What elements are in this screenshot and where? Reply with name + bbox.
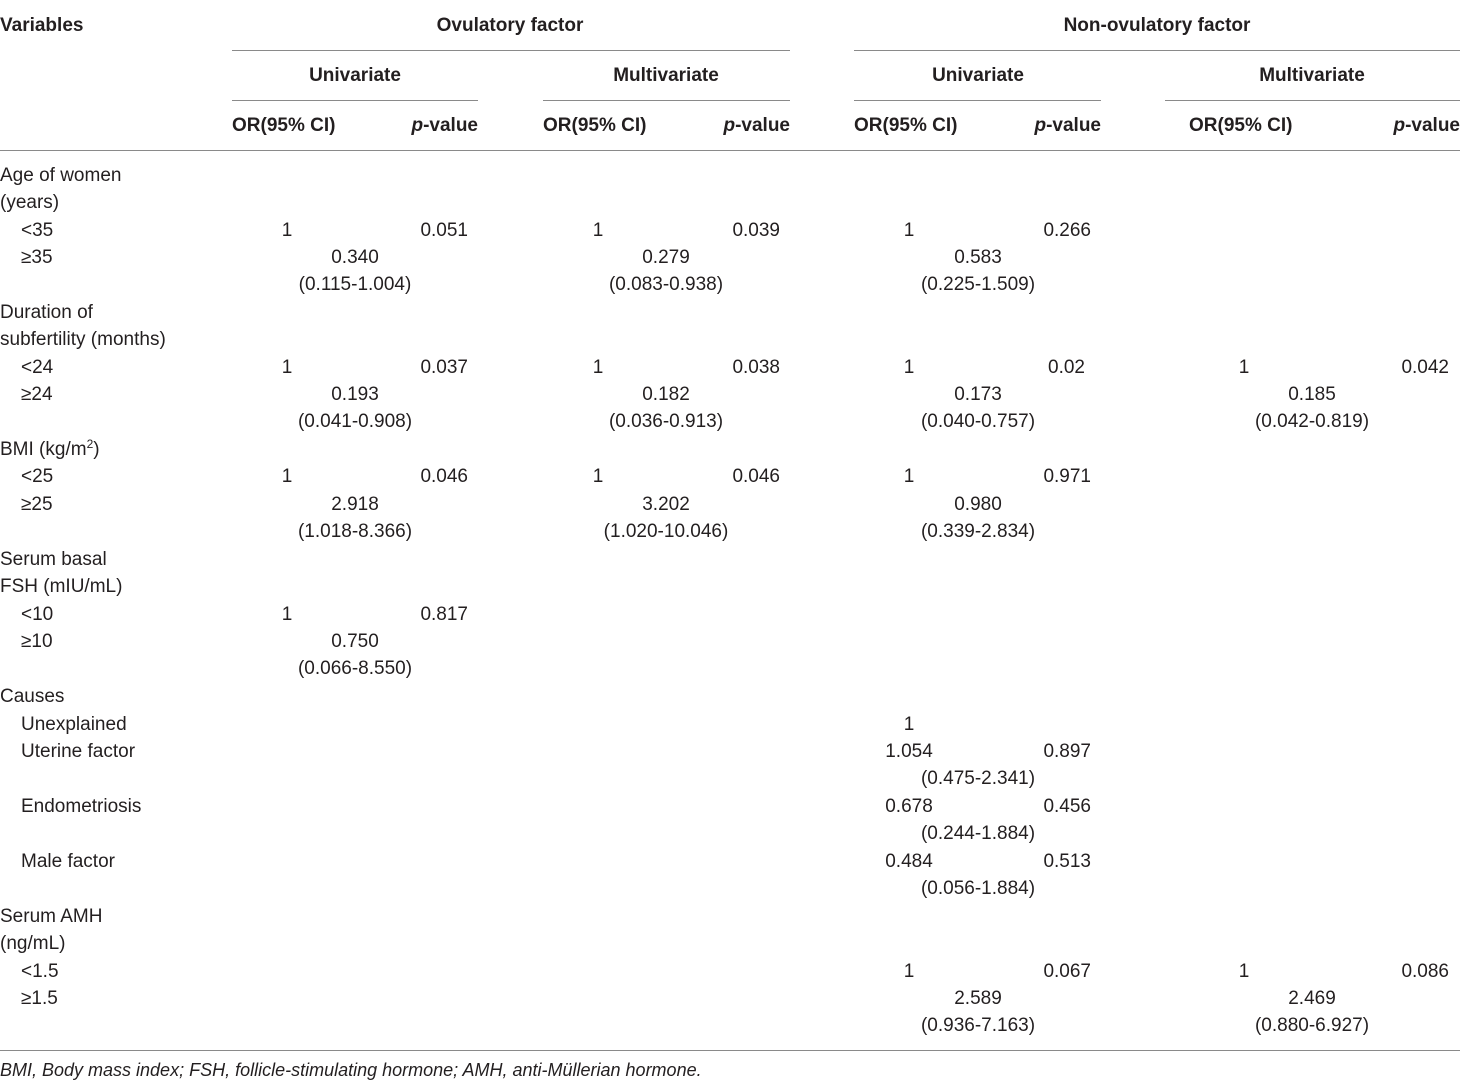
age-ov-uni-ci: (0.115-1.004) bbox=[298, 274, 412, 295]
header-or-ci: OR(95% CI) bbox=[232, 115, 336, 136]
header-variables: Variables bbox=[0, 15, 84, 36]
age-lt-label: <35 bbox=[21, 220, 54, 241]
header-p-value: p-value bbox=[411, 115, 478, 136]
fsh-ov-uni-or: 0.750 bbox=[331, 631, 379, 652]
bmi-ov-multi-p: 0.046 bbox=[732, 466, 780, 487]
amh-non-uni-ref: 1 bbox=[903, 961, 915, 982]
causes-uterine-label: Uterine factor bbox=[21, 741, 136, 762]
header-ov-univariate: Univariate bbox=[309, 65, 401, 86]
age-non-uni-ref: 1 bbox=[903, 220, 915, 241]
rule-ov-uni bbox=[232, 100, 478, 101]
row-label-age-unit: (years) bbox=[0, 192, 60, 213]
causes-unexplained-label: Unexplained bbox=[21, 714, 127, 735]
causes-endo-p: 0.456 bbox=[1043, 796, 1091, 817]
duration-ge-label: ≥24 bbox=[21, 384, 53, 405]
causes-unexplained-ref: 1 bbox=[903, 714, 915, 735]
duration-ov-uni-ci: (0.041-0.908) bbox=[297, 411, 413, 432]
bmi-non-uni-p: 0.971 bbox=[1043, 466, 1091, 487]
rule-non-multi bbox=[1165, 100, 1460, 101]
age-ov-multi-ref: 1 bbox=[592, 220, 604, 241]
duration-non-multi-or: 0.185 bbox=[1288, 384, 1336, 405]
row-label-amh: Serum AMH bbox=[0, 906, 103, 927]
fsh-ov-uni-p: 0.817 bbox=[420, 604, 468, 625]
bmi-ov-uni-ci: (1.018-8.366) bbox=[297, 521, 413, 542]
duration-non-uni-or: 0.173 bbox=[954, 384, 1002, 405]
causes-male-p: 0.513 bbox=[1043, 851, 1091, 872]
bmi-ov-multi-or: 3.202 bbox=[642, 494, 690, 515]
causes-male-or: 0.484 bbox=[885, 851, 933, 872]
header-or-ci: OR(95% CI) bbox=[854, 115, 958, 136]
amh-non-uni-ci: (0.936-7.163) bbox=[920, 1015, 1036, 1036]
amh-non-uni-or: 2.589 bbox=[954, 988, 1002, 1009]
bmi-ov-uni-p: 0.046 bbox=[420, 466, 468, 487]
amh-non-multi-p: 0.086 bbox=[1401, 961, 1449, 982]
rule-ovulatory bbox=[232, 50, 790, 51]
age-non-uni-or: 0.583 bbox=[954, 247, 1002, 268]
duration-non-uni-ci: (0.040-0.757) bbox=[920, 411, 1036, 432]
duration-ov-multi-ref: 1 bbox=[592, 357, 604, 378]
age-ov-multi-ci: (0.083-0.938) bbox=[608, 274, 724, 295]
header-non-multivariate: Multivariate bbox=[1259, 65, 1365, 86]
causes-uterine-ci: (0.475-2.341) bbox=[920, 768, 1036, 789]
duration-ov-uni-p: 0.037 bbox=[420, 357, 468, 378]
rule-non-uni bbox=[854, 100, 1101, 101]
row-label-causes: Causes bbox=[0, 686, 65, 707]
duration-ov-multi-p: 0.038 bbox=[732, 357, 780, 378]
age-ge-label: ≥35 bbox=[21, 247, 53, 268]
row-label-amh-unit: (ng/mL) bbox=[0, 933, 66, 954]
causes-male-label: Male factor bbox=[21, 851, 115, 872]
row-label-duration: Duration of bbox=[0, 302, 93, 323]
header-p-value: p-value bbox=[1393, 115, 1460, 136]
amh-non-multi-or: 2.469 bbox=[1288, 988, 1336, 1009]
table-bottom-rule bbox=[0, 1050, 1460, 1051]
age-non-uni-p: 0.266 bbox=[1043, 220, 1091, 241]
row-label-duration-unit: subfertility (months) bbox=[0, 329, 166, 350]
header-or-ci: OR(95% CI) bbox=[1189, 115, 1293, 136]
table-footnote: BMI, Body mass index; FSH, follicle-stimulating hormone; AMH, anti-Müllerian hormone. bbox=[0, 1060, 702, 1080]
bmi-ov-uni-or: 2.918 bbox=[331, 494, 379, 515]
bmi-non-uni-ref: 1 bbox=[903, 466, 915, 487]
rule-ov-multi bbox=[543, 100, 790, 101]
amh-non-multi-ci: (0.880-6.927) bbox=[1254, 1015, 1370, 1036]
age-ov-uni-or: 0.340 bbox=[331, 247, 379, 268]
age-ov-multi-p: 0.039 bbox=[732, 220, 780, 241]
causes-uterine-or: 1.054 bbox=[885, 741, 933, 762]
row-label-bmi: BMI $(kg/m^2)$ bbox=[0, 437, 100, 460]
duration-non-multi-ref: 1 bbox=[1238, 357, 1250, 378]
amh-non-multi-ref: 1 bbox=[1238, 961, 1250, 982]
header-p-value: p-value bbox=[723, 115, 790, 136]
duration-ov-multi-ci: (0.036-0.913) bbox=[608, 411, 724, 432]
causes-uterine-p: 0.897 bbox=[1043, 741, 1091, 762]
header-bottom-rule bbox=[0, 150, 1460, 151]
fsh-ov-uni-ci: (0.066-8.550) bbox=[297, 658, 413, 679]
age-ov-uni-p: 0.051 bbox=[420, 220, 468, 241]
duration-non-uni-p: 0.02 bbox=[1048, 357, 1085, 378]
age-non-uni-ci: (0.225-1.509) bbox=[920, 274, 1036, 295]
row-label-age: Age of women bbox=[0, 165, 122, 186]
amh-lt-label: <1.5 bbox=[21, 961, 59, 982]
header-non-ovulatory-factor: Non-ovulatory factor bbox=[1063, 15, 1251, 36]
age-ov-uni-ref: 1 bbox=[281, 220, 293, 241]
fsh-ov-uni-ref: 1 bbox=[281, 604, 293, 625]
bmi-ge-label: ≥25 bbox=[21, 494, 53, 515]
duration-ov-multi-or: 0.182 bbox=[642, 384, 690, 405]
bmi-ov-multi-ref: 1 bbox=[592, 466, 604, 487]
bmi-ov-uni-ref: 1 bbox=[281, 466, 293, 487]
row-label-fsh: Serum basal bbox=[0, 549, 107, 570]
duration-ov-uni-ref: 1 bbox=[281, 357, 293, 378]
duration-non-multi-p: 0.042 bbox=[1401, 357, 1449, 378]
rule-non-ovulatory bbox=[854, 50, 1460, 51]
row-label-fsh-unit: FSH (mIU/mL) bbox=[0, 576, 123, 597]
causes-endo-ci: (0.244-1.884) bbox=[920, 823, 1036, 844]
fsh-lt-label: <10 bbox=[21, 604, 54, 625]
age-ov-multi-or: 0.279 bbox=[642, 247, 690, 268]
bmi-non-uni-or: 0.980 bbox=[954, 494, 1002, 515]
duration-lt-label: <24 bbox=[21, 357, 54, 378]
amh-non-uni-p: 0.067 bbox=[1043, 961, 1091, 982]
header-p-value: p-value bbox=[1034, 115, 1101, 136]
causes-endo-or: 0.678 bbox=[885, 796, 933, 817]
bmi-ov-multi-ci: (1.020-10.046) bbox=[603, 521, 729, 542]
fsh-ge-label: ≥10 bbox=[21, 631, 53, 652]
header-or-ci: OR(95% CI) bbox=[543, 115, 647, 136]
header-non-univariate: Univariate bbox=[932, 65, 1024, 86]
causes-endo-label: Endometriosis bbox=[21, 796, 142, 817]
duration-ov-uni-or: 0.193 bbox=[331, 384, 379, 405]
bmi-non-uni-ci: (0.339-2.834) bbox=[920, 521, 1036, 542]
duration-non-uni-ref: 1 bbox=[903, 357, 915, 378]
header-ov-multivariate: Multivariate bbox=[613, 65, 719, 86]
duration-non-multi-ci: (0.042-0.819) bbox=[1254, 411, 1370, 432]
amh-ge-label: ≥1.5 bbox=[21, 988, 58, 1009]
bmi-lt-label: <25 bbox=[21, 466, 54, 487]
causes-male-ci: (0.056-1.884) bbox=[920, 878, 1036, 899]
header-ovulatory-factor: Ovulatory factor bbox=[436, 15, 584, 36]
